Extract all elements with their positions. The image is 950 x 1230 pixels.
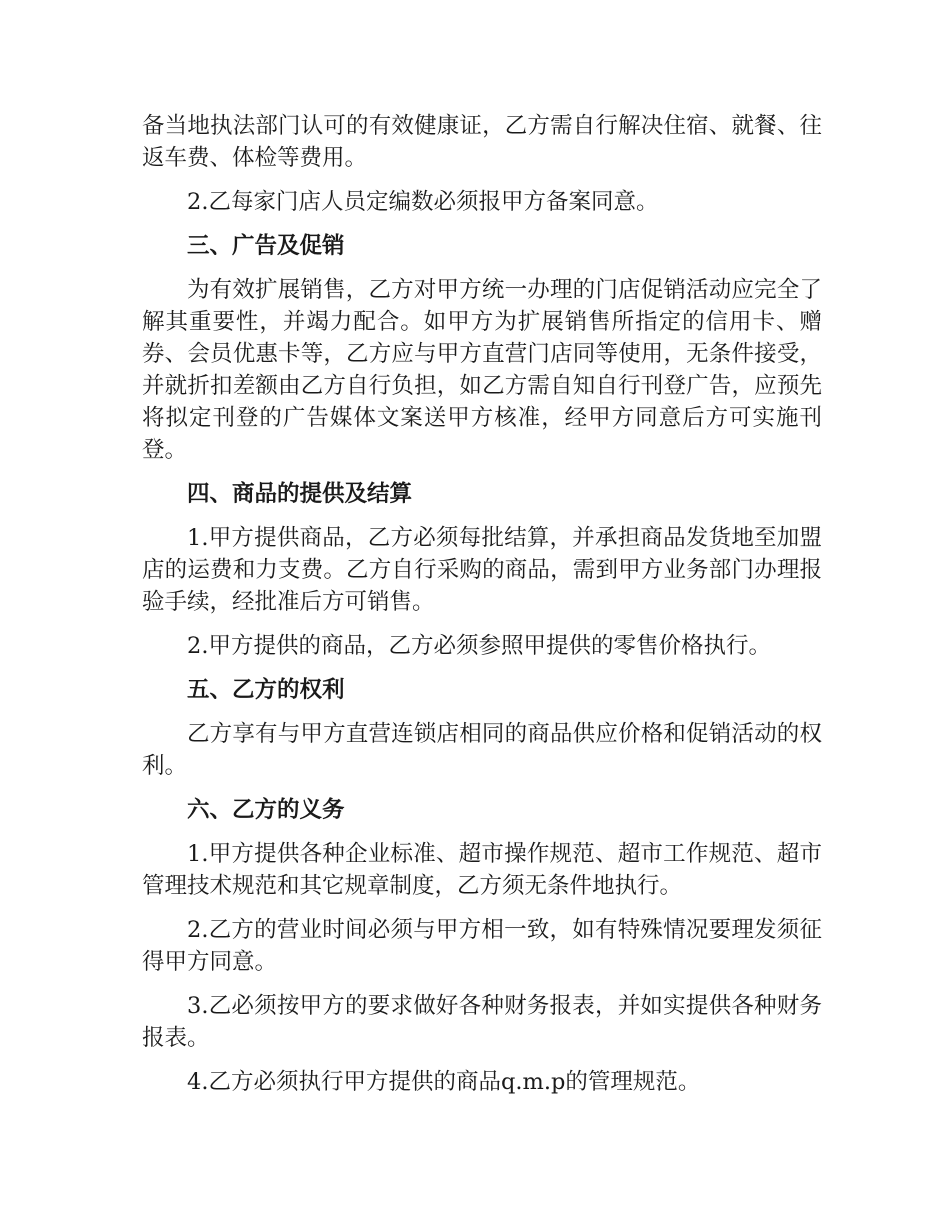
paragraph-staffing: 2.乙每家门店人员定编数必须报甲方备案同意。 [187,189,659,215]
paragraph-obligation-standards: 1.甲方提供各种企业标准、超市操作规范、超市工作规范、超市管理技术规范和其它规章制度，乙方须无条件地执行。 [142,841,822,899]
section-heading-advertising: 三、广告及促销 [187,233,345,259]
paragraph-obligation-reports: 3.乙必须按甲方的要求做好各种财务报表，并如实提供各种财务报表。 [142,993,822,1051]
paragraph-obligation-qmp: 4.乙方必须执行甲方提供的商品q.m.p的管理规范。 [187,1069,701,1095]
section-heading-goods-settlement: 四、商品的提供及结算 [187,481,413,507]
paragraph-goods-supply: 1.甲方提供商品，乙方必须每批结算，并承担商品发货地至加盟店的运费和力支费。乙方自行采购的商品，需到甲方业务部门办理报验手续，经批准后方可销售。 [142,525,822,615]
paragraph-rights: 乙方享有与甲方直营连锁店相同的商品供应价格和促销活动的权利。 [142,721,822,779]
paragraph-retail-price: 2.甲方提供的商品，乙方必须参照甲提供的零售价格执行。 [187,633,771,659]
section-heading-rights: 五、乙方的权利 [187,677,345,703]
paragraph-promotion: 为有效扩展销售，乙方对甲方统一办理的门店促销活动应完全了解其重要性，并竭力配合。如甲方为扩展销售所指定的信用卡、赠券、会员优惠卡等，乙方应与甲方直营门店同等使用，无条件接受，并就折扣差额由乙方自行负担，如乙方需自知自行刊登广告，应预先将拟定刊登的广告媒体文案送甲方核准，经甲方同意后方可实施刊登。 [142,277,822,463]
document-page [142,110,822,1110]
paragraph-health-certificate-continued: 备当地执法部门认可的有效健康证，乙方需自行解决住宿、就餐、往返车费、体检等费用。 [142,113,822,171]
paragraph-obligation-hours: 2.乙方的营业时间必须与甲方相一致，如有特殊情况要理发须征得甲方同意。 [142,917,822,975]
section-heading-obligations: 六、乙方的义务 [187,797,345,823]
